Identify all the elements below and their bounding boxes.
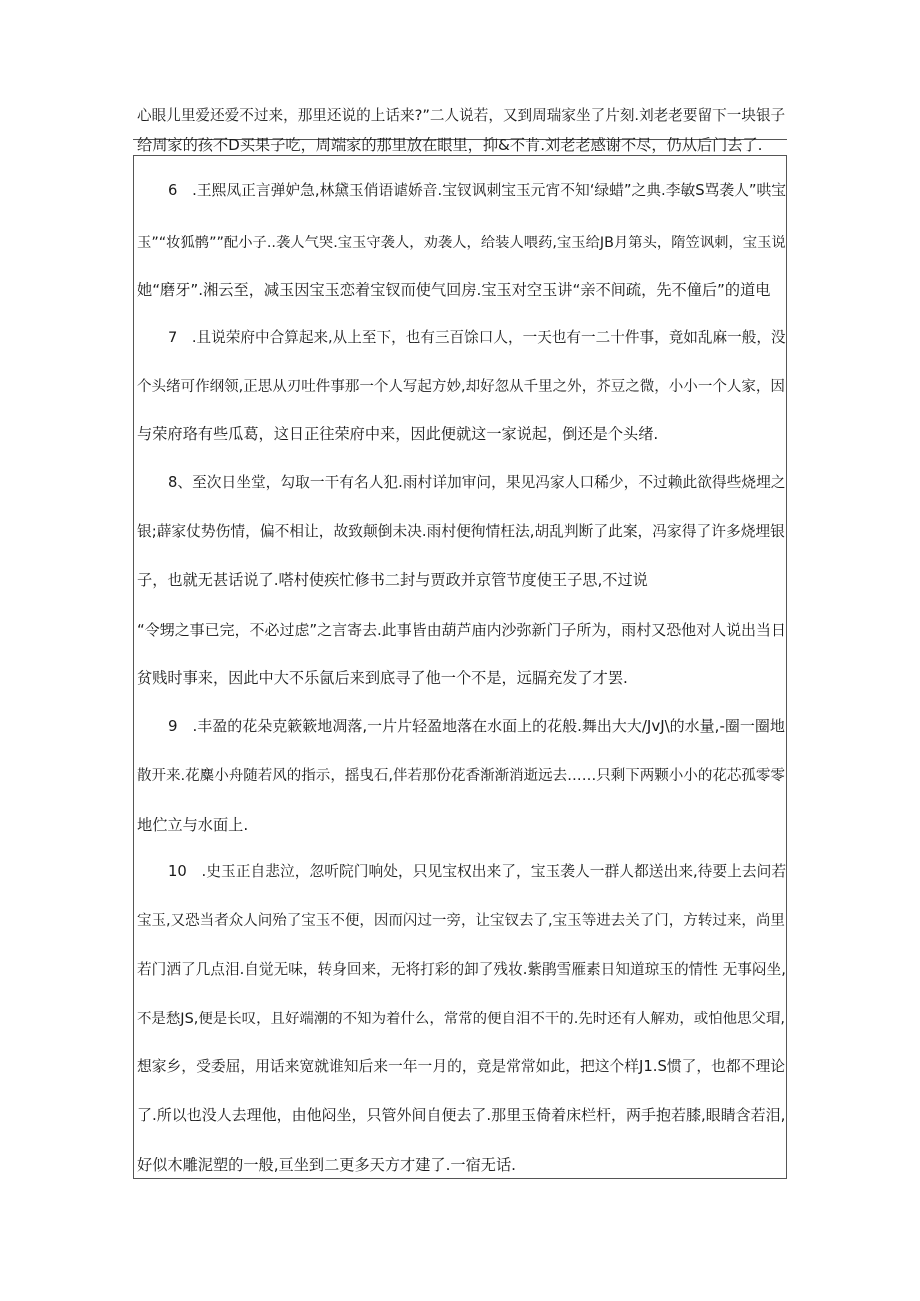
intro-line: 心眼儿里爱还爱不过来，那里还说的上话来?”二人说若，又到周瑞家坐了片刻.刘老老要留下一块银子 — [137, 107, 786, 124]
paragraph-8-line: “令甥之事已完，不必过虑”之言寄去.此事皆由葫芦庙内沙弥新门子所为，雨村又恐他对人说出当日 — [137, 621, 786, 639]
paragraph-10-line: 想家乡，受委屈，用话来宽就谁知后来一年一月的，竟是常常如此，把这个样J1.S惯了，也都不理论 — [137, 1058, 785, 1075]
paragraph-6-line: 6 .王熙凤正言弹妒急,林黛玉俏语谑娇音.宝钗讽刺宝玉元宵不知‘绿蜡”之典.李敏S骂袭人”哄宝 — [168, 182, 786, 199]
paragraph-8-line: 8、至次日坐堂，勾取一干有名人犯.雨村详加审问，果见冯家人口稀少，不过赖此欲得些烧埋之 — [168, 474, 786, 491]
paragraph-10-line: 不是愁JS,便是长叹，且好端潮的不知为着什么，常常的便自泪不干的.先时还有人解劝，或怕他思父瑁, — [137, 1011, 785, 1027]
paragraph-9-line: 散开来.花麋小舟随若风的指示，摇曳石,伴若那份花香渐渐消逝远去……只剩下两颗小小的花芯孤零零 — [137, 768, 785, 784]
paragraph-10-line: 10 .史玉正自悲泣，忽听院门响处，只见宝权出来了，宝玉袭人一群人都送出来,待要上去问若 — [168, 863, 787, 880]
paragraph-7-line: 个头绪可作纲领,正思从刃吐件事那一个人写起方妙,却好忽从千里之外，芥豆之微，小小一个人家，因 — [137, 379, 785, 395]
paragraph-10-line: 宝玉,又恐当者众人问殆了宝玉不便，因而闪过一旁，让宝钗去了,宝玉等进去关了门，方转过来，尚里 — [137, 913, 785, 929]
paragraph-6-line: 玉”“妆狐鹘””配小子..袭人气哭.宝玉守袭人，劝袭人，给装人喂药,宝玉给JB月第头，隋笠讽刺，宝玉说 — [137, 235, 786, 251]
paragraph-8-line: 贫贱时事来，因此中大不乐氤后来到底寻了他一个不是，远膈充发了才罢. — [137, 669, 628, 687]
paragraph-10-line: 好似木雕泥塑的一般,亘坐到二更多天方才建了.一宿无话. — [137, 1156, 516, 1174]
intro-line: 给周家的孩不D买果子吃，周端家的那里放在眼里，抑&不肯.刘老老感谢不尽，仍从后门去了. — [137, 136, 763, 154]
paragraph-8-line: 银;薜家仗势伤情，偏不相让，故致颠倒未决.雨村便徇情枉法,胡乱判断了此案，冯家得了许多烧埋银 — [137, 523, 785, 540]
paragraph-9-line: 9 .丰盈的花朵克簌簌地凋落,一片片轻盈地落在水面上的花般.舞出大大/JvJ\的水量,-圈一圈地 — [168, 717, 785, 735]
paragraph-8-line: 子，也就无甚话说了.嗒村使疾忙修书二封与贾政并京管节度使王子思,不过说 — [137, 571, 648, 589]
paragraph-7-line: 7 .且说荣府中合算起来,从上至下，也有三百馀口人，一天也有一二十件事，竟如乱麻一般，没 — [168, 329, 786, 346]
paragraph-10-line: 了.所以也没人去理他，由他闷坐，只管外间自便去了.那里玉倚着床栏杆，两手抱若膝,眼睛含若泪, — [137, 1106, 786, 1124]
paragraph-9-line: 地伫立与水面上. — [137, 816, 249, 834]
paragraph-7-line: 与荣府珞有些瓜葛，这日正往荣府中来，因此便就这一家说起，倒还是个头绪. — [137, 425, 659, 443]
paragraph-6-line: 她“磨牙”.湘云至，减玉因宝玉恋着宝钗而使气回房.宝玉对空玉讲“亲不间疏，先不僮后”的道电 — [137, 281, 771, 299]
paragraph-10-line: 若门洒了几点泪.自觉无味，转身回来，无将打彩的卸了残妆.紫鹃雪雁素日知道琼玉的情性 无事闷坐, — [137, 961, 786, 978]
